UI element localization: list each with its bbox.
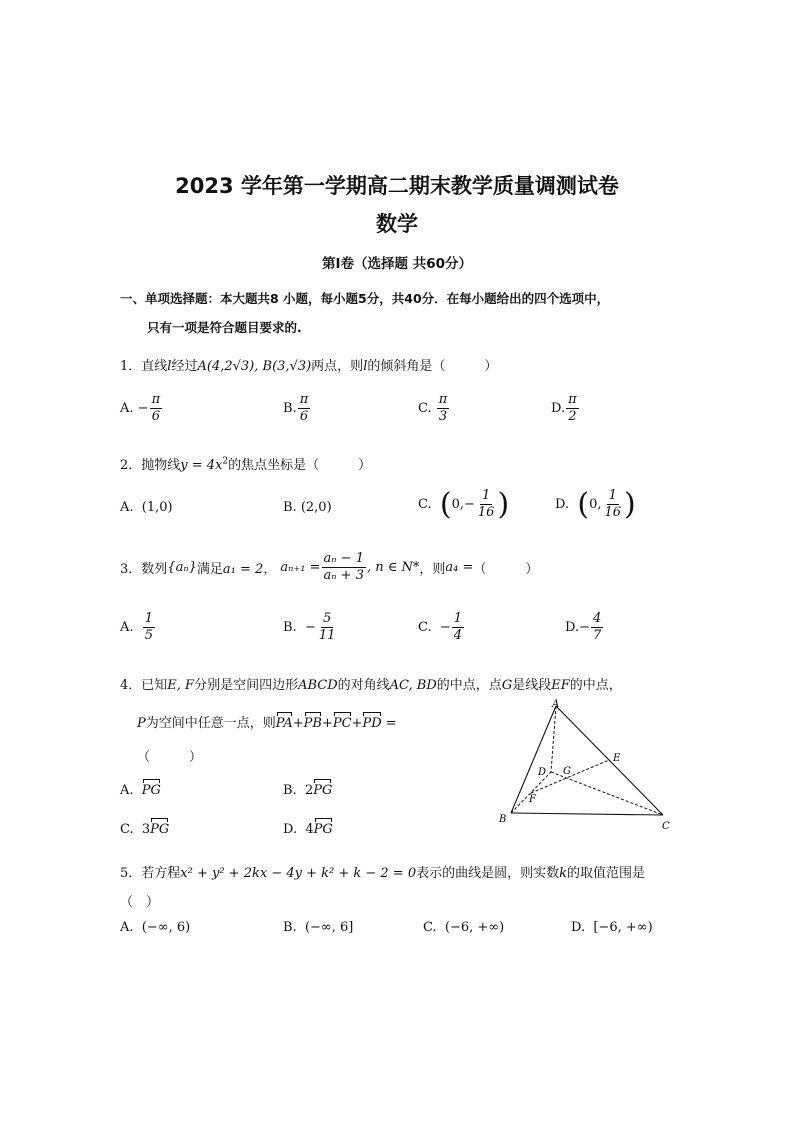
option-vector: PG [313, 822, 333, 837]
page-title: 2023 学年第一学期高二期末教学质量调测试卷 [175, 174, 619, 198]
q3-fraction [322, 552, 366, 584]
option-label: D. [571, 920, 586, 935]
question-1 [120, 355, 497, 374]
q4-abcd: ABCD [298, 678, 338, 693]
label-e: E [613, 753, 621, 764]
option-label: D. [551, 401, 566, 417]
label-f: F [529, 794, 536, 805]
q2-exponent: 2 [222, 456, 229, 467]
fraction [566, 393, 579, 425]
q5-option-a[interactable] [120, 920, 190, 935]
q3-text-4: （ ） [473, 562, 539, 578]
option-vector: PG [150, 822, 170, 837]
option-label: C. [418, 497, 432, 513]
fraction [602, 489, 623, 521]
denominator: 4 [453, 628, 463, 644]
q1-text-3: 两点，则 [311, 359, 364, 374]
denominator: 6 [299, 409, 309, 425]
question-5 [120, 862, 645, 881]
subject-title: 数学 [376, 212, 418, 236]
fraction [143, 612, 155, 644]
plus-sign: + [351, 716, 363, 731]
question-2 [120, 454, 371, 473]
q3-option-c[interactable] [418, 612, 465, 644]
q3-option-d[interactable] [565, 612, 604, 644]
numerator: 1 [452, 612, 464, 628]
option-sign: − [579, 620, 590, 636]
option-coefficient: 2 [304, 783, 314, 798]
paren-close: ) [497, 486, 510, 522]
fraction [150, 393, 163, 425]
q3-initial: a₁ = 2， [222, 562, 277, 578]
numerator: π [437, 393, 450, 409]
numerator: aₙ − 1 [322, 552, 366, 568]
numerator: 1 [607, 489, 619, 505]
q2-number: 2． [120, 458, 142, 473]
option-label: C. [418, 620, 432, 636]
denominator: 11 [318, 628, 336, 644]
option-label: B. [283, 783, 297, 798]
option-label: A. [120, 620, 134, 636]
q1-text-4: 的倾斜角是（ ） [367, 359, 498, 374]
option-label: D. [283, 822, 298, 837]
paren-close: ) [624, 486, 636, 522]
q4-text-4: 的中点，点 [436, 678, 502, 693]
q4-option-b[interactable] [283, 783, 332, 798]
q4-answer-blank: （ ） [137, 750, 203, 765]
option-label: D. [565, 620, 580, 636]
q4-acbd: AC, BD [389, 678, 437, 693]
option-label: C. [423, 920, 437, 935]
fraction [591, 612, 603, 644]
option-label: A. [120, 500, 134, 515]
numerator: π [150, 393, 163, 409]
section-heading-line2: 只有一项是符合题目要求的. [147, 320, 302, 335]
volume-heading: 第Ⅰ卷（选择题 共60分） [321, 256, 472, 272]
option-label: A. [120, 783, 134, 798]
option-label: D. [555, 497, 570, 513]
option-label: A. [120, 920, 134, 935]
option-sign: − [137, 401, 149, 417]
q4-text-5: 是线段 [512, 678, 552, 693]
label-a: A [552, 699, 560, 710]
q4-text-6: 的中点， [569, 678, 622, 693]
q2-option-b[interactable] [283, 500, 332, 515]
vector-pc: PC [332, 716, 352, 731]
option-value: (−∞, 6) [141, 920, 191, 935]
denominator: 2 [568, 409, 577, 425]
q5-k: k [559, 866, 568, 881]
q5-option-d[interactable] [571, 920, 653, 935]
denominator: 7 [593, 628, 602, 644]
denominator: 3 [438, 409, 448, 425]
q3-sequence: {aₙ} [167, 560, 197, 576]
q1-text-2: 经过 [171, 359, 198, 374]
label-c: C [662, 821, 670, 832]
q1-option-a[interactable] [120, 393, 163, 425]
label-g: G [563, 766, 571, 777]
q4-ef-segment: EF [551, 678, 570, 693]
option-value: (−∞, 6] [304, 920, 354, 935]
q3-text-1: 数列 [141, 562, 168, 578]
option-vector: PG [313, 783, 333, 798]
q1-line-l: l [167, 359, 172, 374]
vector-pd: PD [362, 716, 382, 731]
q4-ef: E, F [167, 678, 195, 693]
q3-text-2: 满足 [196, 562, 223, 578]
option-label: B. [283, 401, 297, 417]
edge-dc [551, 772, 663, 815]
q3-option-b[interactable] [283, 612, 338, 644]
q1-points: A(4,2√3), B(3,√3) [197, 359, 312, 374]
q1-option-b[interactable] [283, 393, 311, 425]
plus-sign: + [292, 716, 304, 731]
option-value: (−6, +∞) [444, 920, 505, 935]
q4-option-c[interactable] [120, 822, 169, 837]
q5-text-2: 表示的曲线是圆，则实数 [416, 866, 560, 881]
plus-sign: + [321, 716, 333, 731]
denominator: 16 [477, 505, 495, 521]
denominator: 5 [144, 628, 154, 644]
option-label: B. [283, 500, 297, 515]
numerator: 4 [591, 612, 603, 628]
edge-ac [556, 706, 663, 815]
q5-text-1: 若方程 [141, 866, 181, 881]
vector-pa: PA [275, 716, 293, 731]
q3-a4: a₄ = [445, 560, 474, 576]
fraction [298, 393, 311, 425]
option-value: (2,0) [300, 500, 332, 515]
q4-text-1: 已知 [141, 678, 168, 693]
q4-p: P [137, 716, 146, 731]
q5-option-c[interactable] [423, 920, 504, 935]
q4-option-d[interactable] [283, 822, 333, 837]
q4-text-7: 为空间中任意一点，则 [145, 716, 276, 731]
numerator: 1 [480, 489, 492, 505]
q5-answer-blank: （ ） [120, 895, 160, 910]
quadrilateral-figure [495, 698, 680, 833]
q1-text-1: 直线 [141, 359, 168, 374]
paren-open: ( [577, 486, 590, 522]
numerator: 5 [321, 612, 333, 628]
option-label: C. [120, 822, 134, 837]
q2-option-d[interactable] [555, 486, 636, 522]
q4-number: 4． [120, 678, 142, 693]
numerator: π [298, 393, 311, 409]
fraction [476, 489, 497, 521]
fraction [452, 612, 464, 644]
numerator: π [566, 393, 579, 409]
q2-option-a[interactable] [120, 500, 173, 515]
q2-text-1: 抛物线 [141, 458, 181, 473]
vector-pb: PB [303, 716, 322, 731]
q3-condition: , n ∈ N* [366, 560, 420, 576]
option-coefficient: 3 [141, 822, 151, 837]
q1-line-l-2: l [363, 359, 368, 374]
q1-number: 1． [120, 359, 142, 374]
section-heading-line1: 一、单项选择题：本大题共8 小题，每小题5分，共40分．在每小题给出的四个选项中， [120, 291, 610, 306]
q3-number: 3． [120, 562, 142, 578]
q4-g: G [501, 678, 513, 693]
q3-text-3: ，则 [419, 562, 446, 578]
q4-text-2: 分别是空间四边形 [194, 678, 299, 693]
q2-text-2: 的焦点坐标是（ ） [228, 458, 372, 473]
q4-option-a[interactable] [120, 783, 161, 798]
option-prefix: 0,− [451, 497, 475, 513]
option-prefix: 0, [589, 497, 602, 513]
label-d: D [538, 767, 547, 778]
fraction [317, 612, 338, 644]
option-sign: − [439, 620, 451, 636]
denominator: 16 [604, 505, 622, 521]
equals-sign: = [385, 716, 397, 731]
q2-equation: y = 4x [180, 458, 223, 473]
option-value: [−6, +∞) [593, 920, 653, 935]
option-label: B. [283, 620, 297, 636]
q1-option-d[interactable] [551, 393, 580, 425]
question-4-line2 [137, 712, 397, 731]
q5-text-3: 的取值范围是 [567, 866, 646, 881]
option-value: (1,0) [141, 500, 173, 515]
denominator: 6 [151, 409, 160, 425]
q3-lhs: aₙ₊₁ = [280, 560, 321, 576]
option-sign: − [304, 620, 316, 636]
option-label: C. [418, 401, 432, 417]
q5-option-b[interactable] [283, 920, 353, 935]
option-vector: PG [141, 783, 161, 798]
question-4-line1 [120, 674, 622, 693]
q5-equation: x² + y² + 2kx − 4y + k² + k − 2 = 0 [180, 866, 417, 881]
option-label: B. [283, 920, 297, 935]
q1-option-c[interactable] [418, 393, 450, 425]
label-b: B [499, 814, 507, 825]
q2-option-c[interactable] [418, 486, 510, 522]
q5-number: 5． [120, 866, 142, 881]
q3-option-a[interactable] [120, 612, 156, 644]
option-coefficient: 4 [305, 822, 314, 837]
numerator: 1 [143, 612, 155, 628]
question-3 [120, 552, 538, 584]
edge-bc [511, 813, 663, 815]
option-label: A. [120, 401, 134, 417]
q4-text-3: 的对角线 [337, 678, 390, 693]
paren-open: ( [439, 486, 452, 522]
fraction [437, 393, 450, 425]
denominator: aₙ + 3 [323, 568, 364, 584]
